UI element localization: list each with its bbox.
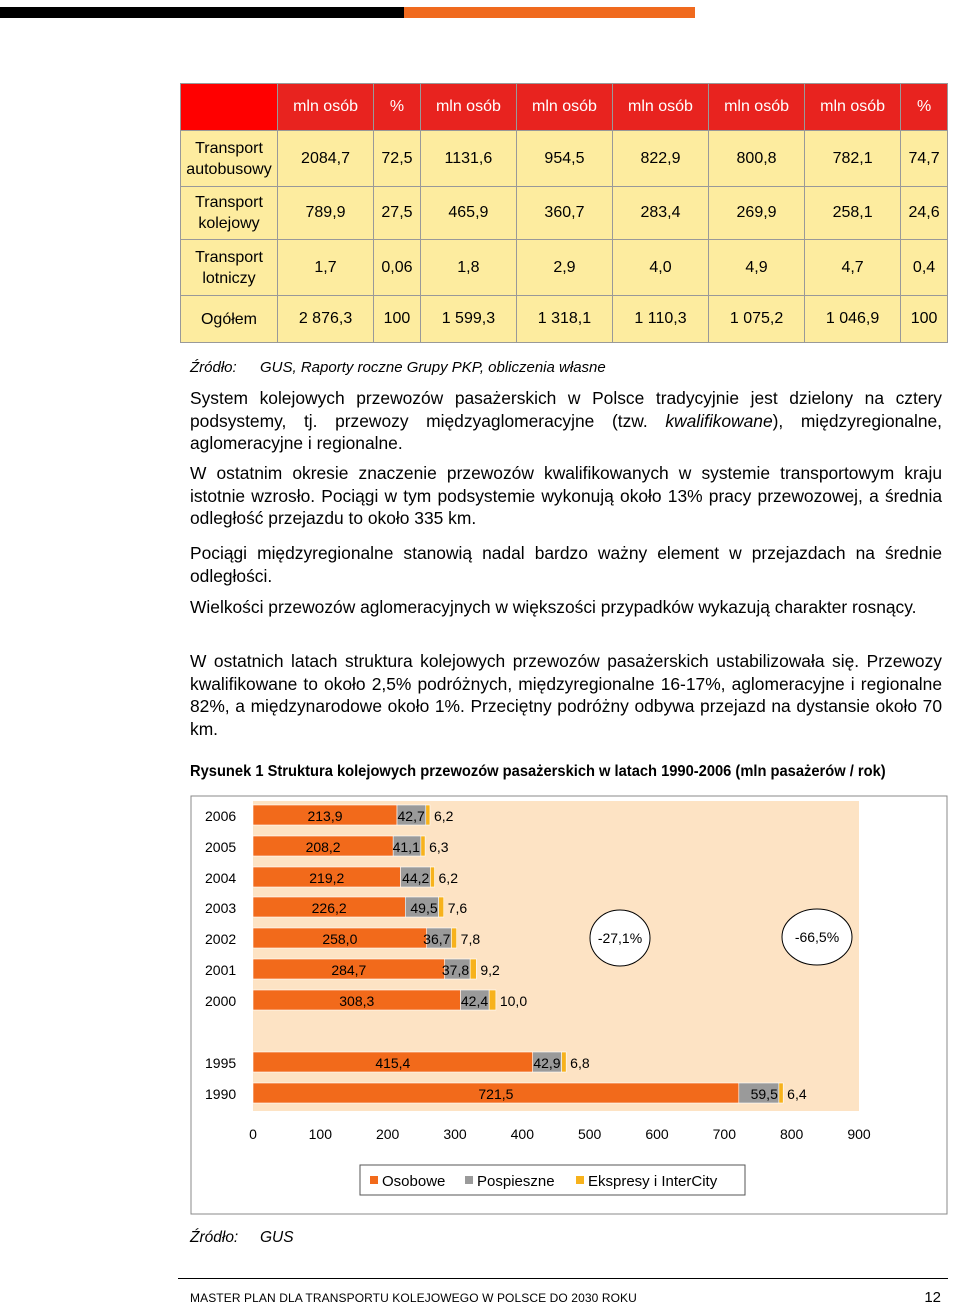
table-header-cell: mln osób bbox=[516, 84, 612, 131]
y-tick-label: 2000 bbox=[205, 993, 237, 1009]
paragraph-emphasis: kwalifikowane bbox=[665, 410, 773, 431]
x-tick-label: 300 bbox=[443, 1126, 467, 1142]
paragraph-4: Wielkości przewozów aglomeracyjnych w większości przypadków wykazują charakter rosnący. bbox=[190, 597, 917, 617]
total-label: Ogółem bbox=[181, 296, 278, 343]
annotation-label: -66,5% bbox=[794, 929, 840, 945]
x-tick-label: 400 bbox=[510, 1126, 535, 1142]
legend-label: Pospieszne bbox=[477, 1173, 555, 1190]
table-header-cell: % bbox=[374, 84, 421, 131]
bar-segment bbox=[562, 1052, 567, 1072]
bar-segment bbox=[439, 897, 444, 917]
table-cell: 100 bbox=[374, 296, 421, 343]
data-label: 7,8 bbox=[460, 931, 481, 947]
legend-label: Osobowe bbox=[382, 1173, 446, 1190]
data-label: 258,0 bbox=[322, 931, 358, 947]
table-cell: 100 bbox=[901, 296, 948, 343]
data-label: 6,8 bbox=[570, 1055, 590, 1071]
y-tick-label: 2001 bbox=[205, 962, 237, 978]
y-tick-label: 1995 bbox=[205, 1055, 237, 1071]
table-cell: 24,6 bbox=[901, 187, 948, 240]
legend-label: Ekspresy i InterCity bbox=[588, 1173, 718, 1190]
legend-swatch bbox=[370, 1176, 378, 1184]
bar-segment bbox=[430, 867, 434, 887]
table-cell: 1131,6 bbox=[420, 131, 516, 187]
table-cell: 1 046,9 bbox=[805, 296, 901, 343]
legend-swatch bbox=[576, 1176, 584, 1184]
table-source bbox=[190, 359, 606, 376]
table-cell: 74,7 bbox=[901, 131, 948, 187]
annotation-label: -27,1% bbox=[597, 930, 643, 946]
x-tick-label: 100 bbox=[308, 1126, 333, 1142]
x-tick-label: 700 bbox=[712, 1126, 737, 1142]
data-label: 7,6 bbox=[447, 900, 468, 916]
footer-title: MASTER PLAN DLA TRANSPORTU KOLEJOWEGO W POLSCE DO 2030 ROKU bbox=[190, 1291, 637, 1305]
table-header-cell: % bbox=[901, 84, 948, 131]
table-header-cell: mln osób bbox=[612, 84, 708, 131]
table-cell: 269,9 bbox=[709, 187, 805, 240]
source-label: Źródło: bbox=[190, 359, 237, 376]
data-label: 721,5 bbox=[478, 1086, 514, 1102]
row-label: Transport autobusowy bbox=[181, 131, 278, 187]
data-label: 6,2 bbox=[433, 808, 454, 824]
table-cell: 4,0 bbox=[612, 240, 708, 296]
table-cell: 1 110,3 bbox=[612, 296, 708, 343]
x-tick-label: 200 bbox=[375, 1126, 400, 1142]
data-label: 59,5 bbox=[750, 1086, 778, 1102]
data-label: 9,2 bbox=[480, 962, 500, 978]
table-row bbox=[181, 187, 948, 240]
table-cell: 27,5 bbox=[374, 187, 421, 240]
legend-swatch bbox=[465, 1176, 473, 1184]
table-header-cell: mln osób bbox=[709, 84, 805, 131]
chart-svg bbox=[190, 795, 950, 1215]
table-cell: 0,06 bbox=[374, 240, 421, 296]
bar-segment bbox=[779, 1083, 783, 1103]
data-label: 415,4 bbox=[375, 1055, 411, 1071]
table-cell: 1 318,1 bbox=[516, 296, 612, 343]
data-label: 213,9 bbox=[307, 808, 343, 824]
figure-title: Rysunek 1 Struktura kolejowych przewozów pasażerskich w latach 1990-2006 (mln pasażerów / rok) bbox=[190, 763, 886, 780]
table-cell: 258,1 bbox=[805, 187, 901, 240]
chart-source bbox=[190, 1229, 294, 1247]
table-corner-cell bbox=[181, 84, 278, 131]
x-tick-label: 500 bbox=[577, 1126, 602, 1142]
table-cell: 782,1 bbox=[805, 131, 901, 187]
table-cell: 1,8 bbox=[420, 240, 516, 296]
paragraph-1 bbox=[190, 387, 942, 455]
table-cell: 2084,7 bbox=[278, 131, 374, 187]
table-cell: 822,9 bbox=[612, 131, 708, 187]
paragraph-2: W ostatnim okresie znaczenie przewozów kwalifikowanych w systemie transportowym kraju istotnie wzrosło. Pociągi w tym podsystemie wykonują około 13% pracy przewozowej, a średnia odległość przejazdu to około 335 km. bbox=[190, 463, 942, 528]
paragraph-3: Pociągi międzyregionalne stanowią nadal bardzo ważny element w przejazdach na średnie odległości. bbox=[190, 543, 942, 586]
bar-segment bbox=[421, 836, 425, 856]
data-label: 42,4 bbox=[460, 993, 489, 1009]
x-tick-label: 600 bbox=[645, 1126, 669, 1142]
table-cell: 2,9 bbox=[516, 240, 612, 296]
table-cell: 0,4 bbox=[901, 240, 948, 296]
data-label: 42,7 bbox=[397, 808, 425, 824]
bar-segment bbox=[470, 959, 476, 979]
data-label: 6,2 bbox=[438, 870, 458, 886]
table-cell: 1 075,2 bbox=[709, 296, 805, 343]
bar-segment bbox=[426, 805, 430, 825]
table-cell: 789,9 bbox=[278, 187, 374, 240]
footer-rule bbox=[178, 1278, 948, 1279]
source-label: Źródło: bbox=[190, 1229, 239, 1246]
page-number: 12 bbox=[924, 1289, 941, 1306]
x-tick-label: 900 bbox=[847, 1126, 871, 1142]
table-header-cell: mln osób bbox=[805, 84, 901, 131]
data-label: 219,2 bbox=[309, 870, 345, 886]
data-label: 208,2 bbox=[305, 839, 341, 855]
table-row bbox=[181, 131, 948, 187]
paragraph-text: ), międzyregionalne, aglomeracyjne i regionalne. bbox=[190, 410, 943, 453]
data-label: 36,7 bbox=[423, 931, 451, 947]
paragraph-text: System kolejowych przewozów pasażerskich w Polsce tradycyjnie jest dzielony na cztery podsystemy, tj. przewozy międzyaglomeracyjne (tzw. bbox=[190, 388, 942, 431]
table-header-cell: mln osób bbox=[420, 84, 516, 131]
top-bar-black bbox=[0, 7, 404, 18]
y-tick-label: 2004 bbox=[205, 870, 237, 886]
source-text: GUS bbox=[260, 1229, 294, 1246]
table-row bbox=[181, 240, 948, 296]
source-text: GUS, Raporty roczne Grupy PKP, obliczenia własne bbox=[260, 359, 606, 376]
table-cell: 800,8 bbox=[709, 131, 805, 187]
row-label: Transport kolejowy bbox=[181, 187, 278, 240]
table-cell: 465,9 bbox=[420, 187, 516, 240]
data-label: 37,8 bbox=[441, 962, 470, 978]
transport-table bbox=[180, 83, 948, 343]
y-tick-label: 2002 bbox=[205, 931, 237, 947]
top-bar-orange bbox=[404, 7, 695, 18]
table-cell: 1,7 bbox=[278, 240, 374, 296]
rail-passenger-chart bbox=[190, 795, 950, 1215]
table-cell: 283,4 bbox=[612, 187, 708, 240]
table-cell: 2 876,3 bbox=[278, 296, 374, 343]
y-tick-label: 1990 bbox=[205, 1086, 237, 1102]
data-label: 49,5 bbox=[410, 900, 438, 916]
y-tick-label: 2006 bbox=[205, 808, 237, 824]
paragraph-5: W ostatnich latach struktura kolejowych przewozów pasażerskich ustabilizowała się. Przewozy kwalifikowane to około 2,5% podróżnych, międzyregionalne 16-17%, aglomeracyjne i regionalne 82%, a międzynarodowe około 1%. Przeciętny podróżny odbywa przejazd na dystansie około 70 km. bbox=[190, 651, 942, 739]
y-tick-label: 2005 bbox=[205, 839, 237, 855]
row-label: Transport lotniczy bbox=[181, 240, 278, 296]
data-label: 6,3 bbox=[429, 839, 449, 855]
data-label: 41,1 bbox=[392, 839, 420, 855]
table-cell: 72,5 bbox=[374, 131, 421, 187]
table-cell: 4,9 bbox=[709, 240, 805, 296]
data-label: 226,2 bbox=[311, 900, 347, 916]
table-header-row bbox=[181, 84, 948, 131]
table-cell: 360,7 bbox=[516, 187, 612, 240]
data-label: 308,3 bbox=[339, 993, 375, 1009]
table-cell: 1 599,3 bbox=[420, 296, 516, 343]
table-header-cell: mln osób bbox=[278, 84, 374, 131]
table-cell: 4,7 bbox=[805, 240, 901, 296]
bar-segment bbox=[489, 990, 496, 1010]
data-label: 42,9 bbox=[533, 1055, 561, 1071]
y-tick-label: 2003 bbox=[205, 900, 237, 916]
data-label: 10,0 bbox=[499, 993, 528, 1009]
data-label: 284,7 bbox=[331, 962, 367, 978]
x-tick-label: 0 bbox=[249, 1126, 257, 1142]
table-total-row bbox=[181, 296, 948, 343]
table-cell: 954,5 bbox=[516, 131, 612, 187]
data-label: 44,2 bbox=[402, 870, 430, 886]
data-label: 6,4 bbox=[787, 1086, 807, 1102]
bar-segment bbox=[451, 928, 456, 948]
x-tick-label: 800 bbox=[779, 1126, 804, 1142]
